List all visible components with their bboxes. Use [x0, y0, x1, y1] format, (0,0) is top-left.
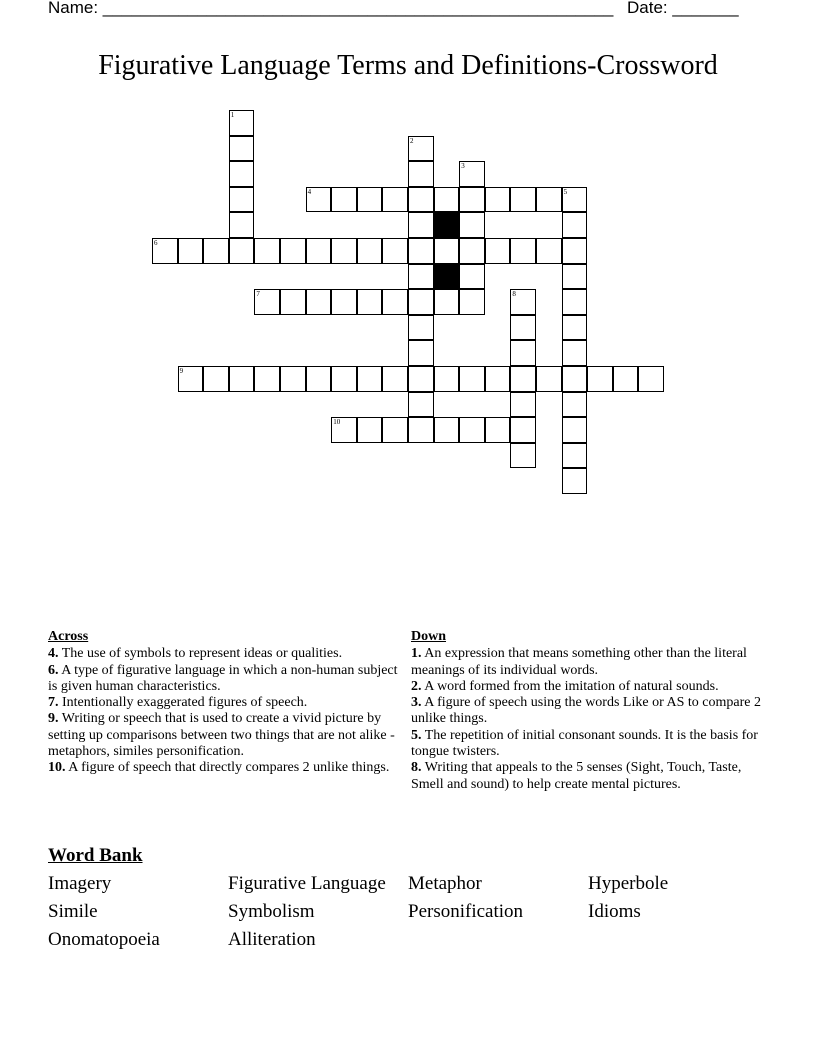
crossword-cell[interactable] — [357, 417, 383, 443]
crossword-cell[interactable] — [562, 187, 588, 213]
crossword-cell[interactable] — [485, 187, 511, 213]
crossword-cell[interactable] — [408, 392, 434, 418]
crossword-cell[interactable] — [434, 366, 460, 392]
crossword-cell[interactable] — [306, 289, 332, 315]
word-bank-title: Word Bank — [48, 845, 143, 866]
crossword-cell[interactable] — [562, 443, 588, 469]
crossword-cell[interactable] — [306, 187, 332, 213]
crossword-cell[interactable] — [510, 238, 536, 264]
crossword-cell[interactable] — [408, 417, 434, 443]
crossword-cell[interactable] — [229, 110, 255, 136]
crossword-cell[interactable] — [459, 161, 485, 187]
word-bank-item: Alliteration — [228, 929, 316, 950]
crossword-cell[interactable] — [382, 289, 408, 315]
clue-across-10: 10. A figure of speech that directly compares 2 unlike things. — [48, 760, 390, 776]
crossword-cell[interactable] — [536, 366, 562, 392]
crossword-cell[interactable] — [229, 366, 255, 392]
word-bank-item: Hyperbole — [588, 873, 669, 894]
clue-down-3: 3. A figure of speech using the words Like or AS to compare 2 unlike things. — [411, 695, 761, 727]
word-bank-item: Onomatopoeia — [48, 929, 160, 950]
crossword-cell[interactable] — [434, 417, 460, 443]
crossword-cell[interactable] — [178, 238, 204, 264]
crossword-grid — [0, 0, 816, 520]
crossword-cell[interactable] — [485, 417, 511, 443]
clue-down-8: 8. Writing that appeals to the 5 senses (Sight, Touch, Taste, Smell and sound) to help create mental pictures. — [411, 760, 742, 792]
clue-number: 3 — [461, 162, 465, 171]
clue-across-6: 6. A type of figurative language in which a non-human subject is given human characteristics. — [48, 662, 398, 694]
clue-across-9: 9. Writing or speech that is used to create a vivid picture by setting up comparisons between two things that are not alike - metaphors, similes personification. — [48, 711, 395, 760]
clue-across-4: 4. The use of symbols to represent ideas or qualities. — [48, 646, 343, 662]
crossword-cell[interactable] — [408, 136, 434, 162]
crossword-cell[interactable] — [408, 187, 434, 213]
crossword-cell[interactable] — [408, 340, 434, 366]
crossword-cell[interactable] — [510, 289, 536, 315]
crossword-cell[interactable] — [536, 187, 562, 213]
crossword-cell[interactable] — [280, 366, 306, 392]
crossword-cell[interactable] — [229, 187, 255, 213]
crossword-cell[interactable] — [485, 366, 511, 392]
crossword-cell[interactable] — [203, 366, 229, 392]
crossword-cell[interactable] — [536, 238, 562, 264]
clue-number: 1 — [230, 111, 235, 119]
crossword-cell[interactable] — [254, 366, 280, 392]
clue-number: 4 — [307, 187, 312, 196]
crossword-cell[interactable] — [331, 187, 357, 213]
crossword-cell[interactable] — [280, 289, 306, 315]
crossword-cell[interactable] — [408, 289, 434, 315]
crossword-cell[interactable] — [408, 238, 434, 264]
crossword-cell[interactable] — [254, 238, 280, 264]
crossword-cell[interactable] — [459, 264, 485, 290]
crossword-cell[interactable] — [510, 417, 536, 443]
crossword-cell[interactable] — [434, 187, 460, 213]
word-bank-item: Metaphor — [408, 873, 482, 894]
crossword-cell[interactable] — [459, 366, 485, 392]
crossword-cell[interactable] — [510, 315, 536, 341]
crossword-cell[interactable] — [229, 136, 255, 162]
crossword-cell[interactable] — [229, 238, 255, 264]
crossword-cell[interactable] — [459, 212, 485, 238]
crossword-block — [434, 212, 460, 238]
crossword-cell[interactable] — [459, 187, 485, 213]
crossword-cell[interactable] — [229, 161, 255, 187]
word-bank-item: Simile — [48, 901, 98, 922]
crossword-cell[interactable] — [587, 366, 613, 392]
crossword-cell[interactable] — [306, 366, 332, 392]
crossword-cell[interactable] — [382, 187, 408, 213]
crossword-block — [434, 264, 460, 290]
crossword-cell[interactable] — [459, 417, 485, 443]
crossword-cell[interactable] — [510, 443, 536, 469]
clue-down-1: 1. An expression that means something other than the literal meanings of its individual words. — [411, 646, 747, 678]
crossword-cell[interactable] — [562, 238, 588, 264]
crossword-cell[interactable] — [562, 417, 588, 443]
crossword-cell[interactable] — [434, 289, 460, 315]
crossword-cell[interactable] — [357, 187, 383, 213]
word-bank-item: Idioms — [588, 901, 641, 922]
crossword-cell[interactable] — [562, 366, 588, 392]
clue-number: 7 — [256, 290, 260, 299]
crossword-cell[interactable] — [434, 238, 460, 264]
crossword-cell[interactable] — [613, 366, 639, 392]
crossword-cell[interactable] — [306, 238, 332, 264]
crossword-cell[interactable] — [408, 161, 434, 187]
down-clues — [411, 629, 771, 793]
crossword-cell[interactable] — [331, 366, 357, 392]
crossword-cell[interactable] — [254, 289, 280, 315]
crossword-cell[interactable] — [510, 187, 536, 213]
clue-number: 2 — [410, 136, 414, 145]
clue-number: 5 — [563, 187, 568, 196]
crossword-cell[interactable] — [408, 212, 434, 238]
crossword-cell[interactable] — [408, 366, 434, 392]
crossword-cell[interactable] — [459, 289, 485, 315]
word-bank-item: Figurative Language — [228, 873, 386, 894]
word-bank-item: Personification — [408, 901, 524, 922]
crossword-cell[interactable] — [382, 417, 408, 443]
crossword-cell[interactable] — [638, 366, 664, 392]
crossword-cell[interactable] — [152, 238, 178, 264]
clue-number: 9 — [179, 367, 184, 375]
crossword-cell[interactable] — [229, 212, 255, 238]
word-bank-item: Imagery — [48, 873, 112, 894]
date-field[interactable]: Date: _______ — [627, 0, 739, 17]
across-heading: Across — [48, 629, 89, 644]
crossword-cell[interactable] — [408, 264, 434, 290]
crossword-cell[interactable] — [357, 366, 383, 392]
crossword-cell[interactable] — [357, 289, 383, 315]
word-bank — [48, 873, 808, 951]
word-bank-item: Symbolism — [228, 901, 315, 922]
across-clues — [48, 629, 398, 777]
clue-number: 8 — [512, 290, 516, 299]
crossword-cell[interactable] — [510, 340, 536, 366]
down-heading: Down — [411, 629, 447, 644]
crossword-cell[interactable] — [178, 366, 204, 392]
crossword-cell[interactable] — [408, 315, 434, 341]
crossword-cell[interactable] — [331, 417, 357, 443]
crossword-cell[interactable] — [562, 392, 588, 418]
crossword-cell[interactable] — [331, 289, 357, 315]
crossword-cell[interactable] — [382, 366, 408, 392]
crossword-cell[interactable] — [203, 238, 229, 264]
clue-down-2: 2. A word formed from the imitation of natural sounds. — [411, 678, 719, 694]
crossword-cell[interactable] — [382, 238, 408, 264]
page-title: Figurative Language Terms and Definitions-Crossword — [98, 50, 718, 81]
crossword-cell[interactable] — [562, 315, 588, 341]
crossword-cell[interactable] — [562, 289, 588, 315]
crossword-cell[interactable] — [562, 212, 588, 238]
crossword-cell[interactable] — [459, 238, 485, 264]
crossword-cell[interactable] — [331, 238, 357, 264]
crossword-cell[interactable] — [510, 366, 536, 392]
clue-down-5: 5. The repetition of initial consonant sounds. It is the basis for tongue twisters. — [411, 727, 758, 760]
crossword-cell[interactable] — [510, 392, 536, 418]
crossword-cell[interactable] — [562, 264, 588, 290]
clue-number: 6 — [154, 239, 158, 247]
name-field[interactable]: Name: ______________________________________________________ — [48, 0, 614, 17]
crossword-cell[interactable] — [562, 340, 588, 366]
crossword-cell[interactable] — [485, 238, 511, 264]
crossword-cell[interactable] — [357, 238, 383, 264]
clue-across-7: 7. Intentionally exaggerated figures of speech. — [48, 695, 308, 711]
clue-number: 10 — [333, 418, 341, 427]
crossword-cell[interactable] — [562, 468, 588, 494]
crossword-cell[interactable] — [280, 238, 306, 264]
